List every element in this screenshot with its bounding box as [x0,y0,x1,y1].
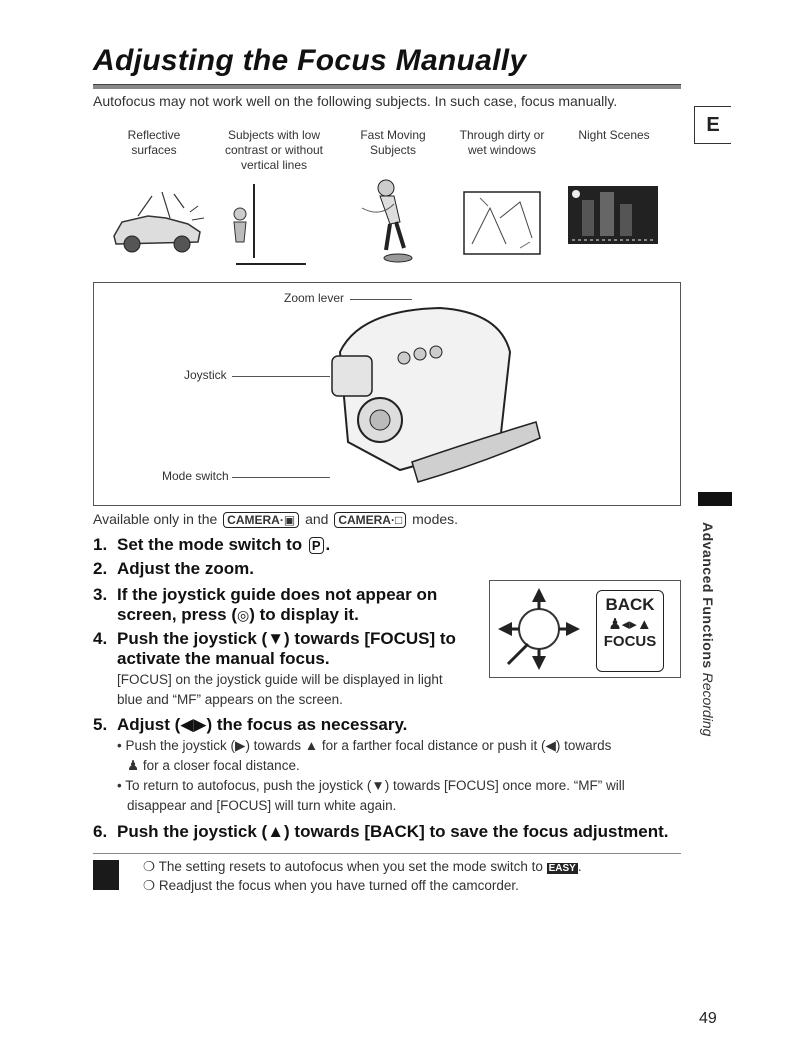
step-text: Adjust the zoom. [117,559,254,578]
guide-focus-icons: ♟◂▸▲ [608,616,652,633]
skater-illustration [360,178,430,266]
joystick-press-icon: ◎ [237,607,250,623]
subject-caption-line: Subjects [369,143,417,157]
subject-caption-line: vertical lines [240,158,308,172]
note-bullet-1-cont [117,756,697,776]
car-illustration [108,178,208,266]
section-marker [698,492,732,506]
step-text: Push the joystick ( [117,822,268,841]
mode-switch-label: Mode switch [162,469,229,483]
arrow-up-icon: ▲ [267,822,285,841]
step-text: Push the joystick ( [117,629,268,648]
step-number: 2. [93,559,108,578]
availability-conj: and [305,511,329,527]
guide-focus-label: FOCUS [603,633,657,650]
availability-line [93,511,458,528]
title-rule [93,84,681,89]
bullet-icon: • [117,738,122,753]
subject-caption-line: Through dirty or [459,128,545,142]
note-bullet-1 [117,736,697,756]
note-text: for a farther focal distance or push it ( [321,738,546,753]
joystick-leader [232,376,330,377]
step-number: 6. [93,822,108,841]
step-number: 4. [93,629,108,648]
step-text: activate the manual focus. [117,649,330,668]
wall-illustration [226,178,316,266]
window-illustration [460,178,544,266]
step-text: ) towards [FOCUS] to [284,629,456,648]
tips-rule [93,853,681,854]
circle-bullet-icon: ❍ [143,878,156,893]
subject-caption-line: Night Scenes [578,128,650,142]
step-text: Set the mode switch to [117,535,303,554]
tip-text: . [577,859,582,874]
mode-switch-leader [232,477,330,478]
step-5 [93,715,407,735]
subject-caption-line: Reflective [127,128,181,142]
step-text: If the joystick guide does not appear on [117,585,438,604]
step-1 [93,535,330,555]
step-text: ) the focus as necessary. [206,715,408,734]
page-title: Adjusting the Focus Manually [93,44,527,77]
joystick-label: Joystick [184,368,227,382]
note-text: ) towards [245,738,301,753]
step-number: 3. [93,585,108,604]
intro-text: Autofocus may not work well on the following subjects. In such case, focus manually. [93,93,618,109]
arrow-left-icon: ◀ [545,738,556,753]
zoom-lever-leader [350,299,412,300]
subject-caption-line: Subjects with low [227,128,321,142]
section-side-italic: Recording [700,672,716,737]
arrow-down-icon: ▼ [267,629,285,648]
note-text: To return to autofocus, push the joystick ( [125,778,372,793]
tip-text: The setting resets to autofocus when you set the mode switch to [158,859,543,874]
zoom-lever-label: Zoom lever [284,291,345,305]
step-3 [93,585,437,625]
subject-caption-fast-moving [350,128,436,158]
tip-2 [143,878,519,894]
camera-card-badge: CAMERA·□ [334,512,406,528]
easy-badge: EASY [548,863,576,874]
subject-caption-night [568,128,660,143]
guide-panel [596,590,664,672]
subject-caption-low-contrast [214,128,334,173]
page-number: 49 [699,1010,717,1027]
step-text: . [325,535,331,554]
availability-suffix: modes. [412,511,459,527]
note-text: for a closer focal distance. [142,758,300,773]
step-2 [93,559,254,579]
step-number: 5. [93,715,108,734]
night-illustration [568,178,658,266]
subject-caption-windows [448,128,556,158]
subject-caption-reflective [112,128,196,158]
note-bullet-2 [117,776,697,796]
step-text: ) towards [BACK] to save the focus adjustment. [284,822,669,841]
note-text: ) towards [FOCUS] once more. “MF” will [384,778,625,793]
subject-caption-line: contrast or without [224,143,324,157]
note-line: [FOCUS] on the joystick guide will be displayed in light [117,672,443,687]
arrow-down-icon: ▼ [371,778,385,793]
mountain-icon: ▲ [304,738,319,753]
arrow-left-right-icon: ◀▶ [180,715,207,734]
step-number: 1. [93,535,108,554]
camera-tape-badge: CAMERA·▣ [223,512,299,528]
section-side-bold: Advanced Functions [700,522,716,669]
section-side-label [700,522,716,736]
step-text: Adjust ( [117,715,181,734]
note-text: Push the joystick ( [125,738,236,753]
note-pencil-icon [93,860,119,890]
subject-caption-line: wet windows [467,143,537,157]
arrow-right-icon: ▶ [235,738,246,753]
note-line: blue and “MF” appears on the screen. [117,692,343,707]
guide-back-label: BACK [605,595,655,614]
note-text: ) towards [555,738,612,753]
step-text: screen, press ( [117,605,238,624]
camcorder-illustration [300,292,550,498]
circle-bullet-icon: ❍ [143,859,156,874]
mode-p-icon: P [309,537,324,554]
note-text: disappear and [FOCUS] will turn white again. [127,798,397,813]
step-4 [93,629,456,669]
joystick-arrows-icon [494,584,584,674]
step-6 [93,822,668,842]
step-4-note [117,670,443,710]
tip-text: Readjust the focus when you have turned off the camcorder. [158,878,519,893]
subject-caption-line: Fast Moving [360,128,426,142]
language-tab: E [694,106,731,144]
tip-1 [143,859,582,875]
step-text: ) to display it. [249,605,359,624]
step-5-notes [117,736,697,816]
subject-caption-line: surfaces [131,143,177,157]
bullet-icon: • [117,778,122,793]
person-icon: ♟ [127,758,140,773]
availability-prefix: Available only in the [93,511,218,527]
